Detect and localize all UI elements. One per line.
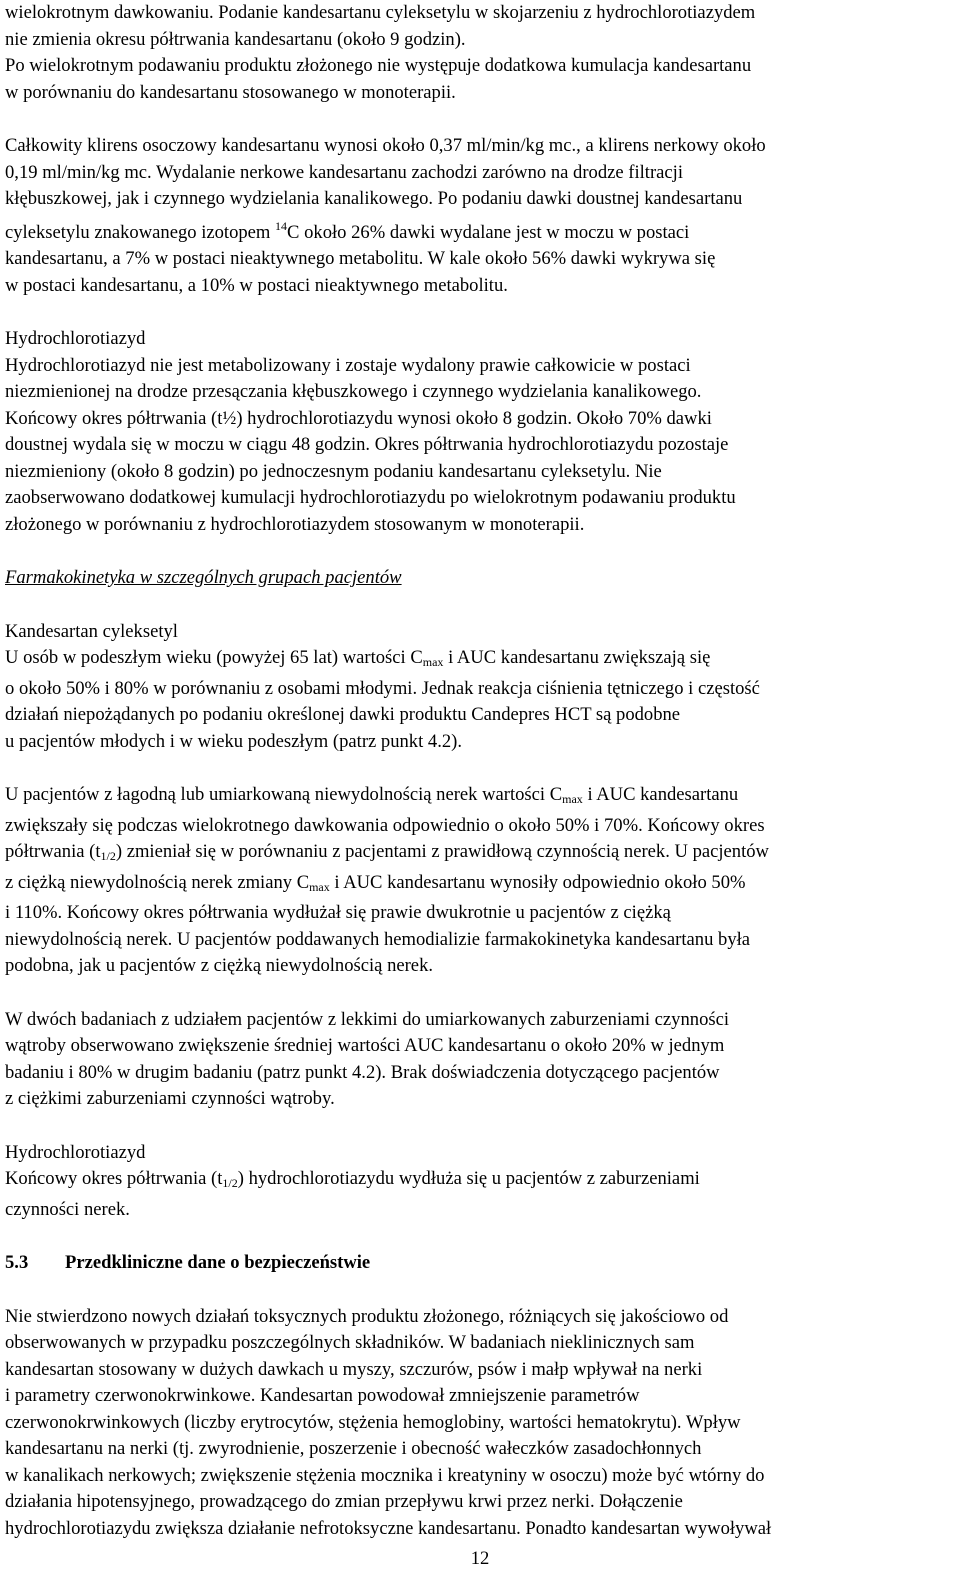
- text-line: doustnej wydala się w moczu w ciągu 48 godzin. Okres półtrwania hydrochlorotiazydu pozostaje: [5, 434, 729, 455]
- text-fragment: i AUC kandesartanu zwiększają się: [443, 647, 711, 668]
- text-line: obserwowanych w przypadku poszczególnych składników. W badaniach nieklinicznych sam: [5, 1332, 695, 1353]
- text-line: wielokrotnym dawkowaniu. Podanie kandesartanu cyleksetylu w skojarzeniu z hydrochlorotiazydem: [5, 2, 756, 23]
- subscript: max: [422, 655, 444, 669]
- subheading-hydrochlorotiazyd: Hydrochlorotiazyd: [5, 328, 146, 349]
- text-fragment: ) zmieniał się w porównaniu z pacjentami z prawidłową czynnością nerek. U pacjentów: [115, 841, 769, 862]
- text-line: u pacjentów młodych i w wieku podeszłym (patrz punkt 4.2).: [5, 730, 462, 752]
- subscript: 1/2: [222, 1176, 238, 1190]
- text-fragment: półtrwania (t: [5, 841, 101, 862]
- page-number: 12: [470, 1548, 490, 1569]
- paragraph-clearance: [5, 133, 955, 299]
- text-line: podobna, jak u pacjentów z ciężką niewydolnością nerek.: [5, 955, 434, 976]
- text-line: niewydolnością nerek. U pacjentów poddawanych hemodializie farmakokinetyka kandesartanu była: [5, 928, 751, 950]
- text-line: W dwóch badaniach z udziałem pacjentów z lekkimi do umiarkowanych zaburzeniami czynności: [5, 1008, 730, 1030]
- text-line: hydrochlorotiazydu zwiększa działanie nefrotoksyczne kandesartanu. Ponadto kandesartan wywoływał: [5, 1517, 772, 1539]
- isotope-superscript: 14: [275, 218, 288, 233]
- text-line: kandesartanu na nerki (tj. zwyrodnienie, poszerzenie i obecność wałeczków zasadochłonnych: [5, 1438, 702, 1459]
- subheading-hydrochlorotiazyd: Hydrochlorotiazyd: [5, 1141, 146, 1163]
- text-line: niezmienionej na drodze przesączania kłębuszkowego i czynnego wydzielania kanalikowego.: [5, 381, 702, 402]
- subheading-kandesartan: Kandesartan cyleksetyl: [5, 620, 178, 642]
- text-line: kłębuszkowej, jak i czynnego wydzielania kanalikowego. Po podaniu dawki doustnej kandesartanu: [5, 188, 743, 209]
- text-line: [5, 782, 955, 813]
- text-line: z ciężkimi zaburzeniami czynności wątroby.: [5, 1088, 335, 1109]
- text-fragment: C około 26% dawki wydalane jest w moczu w postaci: [287, 221, 690, 243]
- section-heading-preclinical: [5, 1250, 955, 1277]
- text-line: niezmieniony (około 8 godzin) po jednoczesnym podaniu kandesartanu cyleksetylu. Nie: [5, 460, 662, 482]
- text-line: 0,19 ml/min/kg mc. Wydalanie nerkowe kandesartanu zachodzi zarówno na drodze filtracji: [5, 161, 683, 183]
- document-page: [5, 0, 955, 1542]
- text-line: Końcowy okres półtrwania (t½) hydrochlorotiazydu wynosi około 8 godzin. Około 70% dawki: [5, 407, 712, 429]
- paragraph-hct-renal: [5, 1140, 955, 1224]
- subscript: 1/2: [100, 849, 116, 863]
- text-fragment: ) hydrochlorotiazydu wydłuża się u pacjentów z zaburzeniami: [237, 1168, 700, 1189]
- text-line: działań niepożądanych po podaniu określonej dawki produktu Candepres HCT są podobne: [5, 704, 681, 725]
- text-fragment: i AUC kandesartanu: [582, 784, 739, 805]
- text-fragment: cyleksetylu znakowanego izotopem: [5, 221, 276, 243]
- text-line: Całkowity klirens osoczowy kandesartanu wynosi około 0,37 ml/min/kg mc., a klirens nerkowy około: [5, 135, 766, 156]
- special-groups-heading: Farmakokinetyka w szczególnych grupach pacjentów: [5, 567, 402, 588]
- text-line: w postaci kandesartanu, a 10% w postaci nieaktywnego metabolitu.: [5, 274, 508, 296]
- subscript: max: [562, 792, 583, 806]
- text-line: nie zmienia okresu półtrwania kandesartanu (około 9 godzin).: [5, 28, 466, 50]
- paragraph-preclinical: [5, 1304, 955, 1543]
- subscript: max: [309, 879, 330, 894]
- section-title: Przedkliniczne dane o bezpieczeństwie: [65, 1252, 371, 1273]
- text-line: w kanalikach nerkowych; zwiększenie stężenia mocznika i kreatyniny w osoczu) może być wtórny do: [5, 1464, 765, 1486]
- paragraph-half-life: [5, 0, 955, 106]
- text-fragment: i AUC kandesartanu wynosiły odpowiednio około 50%: [329, 871, 746, 893]
- text-line: [5, 839, 955, 870]
- text-line: [5, 870, 955, 901]
- text-line: Hydrochlorotiazyd nie jest metabolizowany i zostaje wydalony prawie całkowicie w postaci: [5, 354, 691, 376]
- text-line: [5, 645, 955, 676]
- text-line: o około 50% i 80% w porównaniu z osobami młodymi. Jednak reakcja ciśnienia tętniczego i częstość: [5, 677, 760, 699]
- section-number: 5.3: [5, 1252, 29, 1273]
- paragraph-renal: [5, 782, 955, 980]
- text-line: zaobserwowano dodatkowej kumulacji hydrochlorotiazydu po wielokrotnym podawaniu produktu: [5, 487, 736, 508]
- text-fragment: Końcowy okres półtrwania (t: [5, 1168, 223, 1189]
- text-line: i 110%. Końcowy okres półtrwania wydłużał się prawie dwukrotnie u pacjentów z ciężką: [5, 902, 671, 923]
- paragraph-hepatic: [5, 1007, 955, 1113]
- text-line: wątroby obserwowano zwiększenie średniej wartości AUC kandesartanu o około 20% w jednym: [5, 1035, 725, 1056]
- text-line: [5, 213, 955, 247]
- text-line: złożonego w porównaniu z hydrochlorotiazydem stosowanym w monoterapii.: [5, 513, 585, 535]
- text-line: Nie stwierdzono nowych działań toksycznych produktu złożonego, różniących się jakościowo od: [5, 1305, 729, 1327]
- text-fragment: z ciężką niewydolnością nerek zmiany C: [5, 871, 310, 893]
- text-line: [5, 1166, 955, 1197]
- text-line: kandesartanu, a 7% w postaci nieaktywnego metabolitu. W kale około 56% dawki wykrywa się: [5, 248, 716, 269]
- text-line: czerwonokrwinkowych (liczby erytrocytów, stężenia hemoglobiny, wartości hematokrytu). Wpływ: [5, 1411, 741, 1433]
- text-line: Po wielokrotnym podawaniu produktu złożonego nie występuje dodatkowa kumulacja kandesartanu: [5, 55, 752, 76]
- text-line: działania hipotensyjnego, prowadzącego do zmian przepływu krwi przez nerki. Dołączenie: [5, 1491, 683, 1512]
- text-fragment: U pacjentów z łagodną lub umiarkowaną niewydolnością nerek wartości C: [5, 784, 563, 805]
- text-line: czynności nerek.: [5, 1198, 130, 1220]
- paragraph-elderly: [5, 619, 955, 756]
- text-fragment: U osób w podeszłym wieku (powyżej 65 lat) wartości C: [5, 647, 423, 668]
- text-line: i parametry czerwonokrwinkowe. Kandesartan powodował zmniejszenie parametrów: [5, 1385, 640, 1406]
- text-line: badaniu i 80% w drugim badaniu (patrz punkt 4.2). Brak doświadczenia dotyczącego pacjentów: [5, 1061, 720, 1083]
- text-line: kandesartan stosowany w dużych dawkach u myszy, szczurów, psów i małp wpływał na nerki: [5, 1358, 703, 1380]
- text-line: w porównaniu do kandesartanu stosowanego w monoterapii.: [5, 81, 456, 103]
- paragraph-hydrochlorotiazyd: [5, 326, 955, 538]
- section-heading-special-groups: [5, 565, 955, 592]
- text-line: zwiększały się podczas wielokrotnego dawkowania odpowiednio o około 50% i 70%. Końcowy okres: [5, 814, 765, 836]
